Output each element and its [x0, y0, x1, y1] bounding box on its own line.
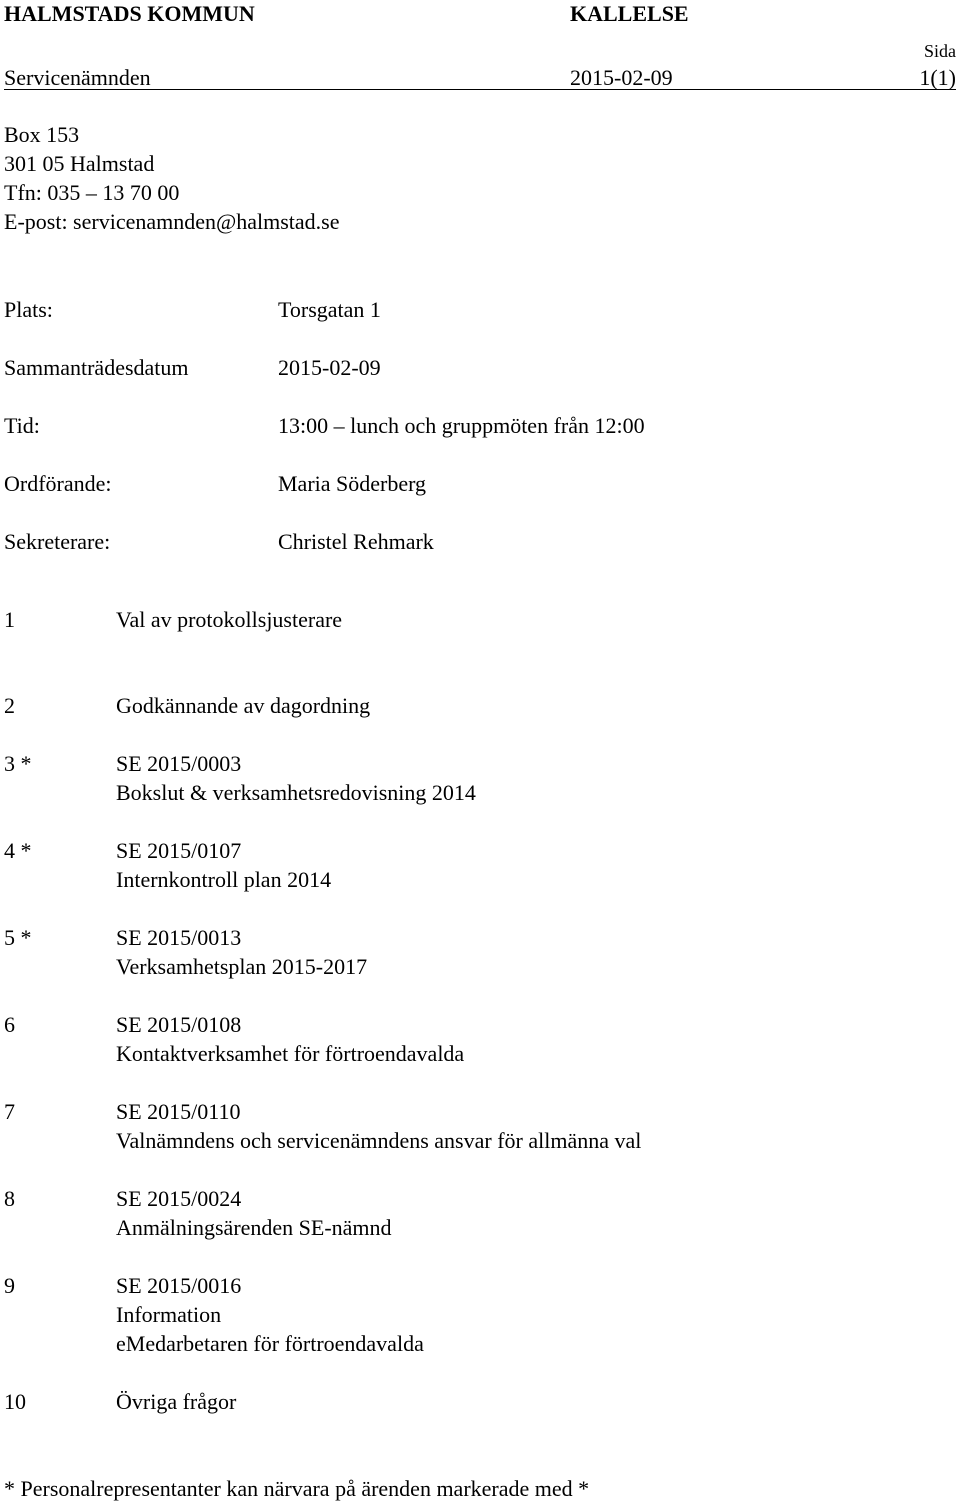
agenda-item-title: Kontaktverksamhet för förtroendavalda	[116, 1041, 465, 1066]
page-label: Sida	[923, 41, 956, 61]
agenda-item-number: 7	[4, 1099, 15, 1124]
agenda-item-number: 3 *	[4, 751, 32, 776]
agenda-item-number: 1	[4, 607, 15, 632]
agenda-item-number: 10	[4, 1389, 26, 1414]
meeting-value-secretary: Christel Rehmark	[278, 529, 434, 554]
agenda-item-case-id: SE 2015/0016	[116, 1273, 242, 1298]
address-block	[4, 122, 340, 238]
agenda-item-title: Övriga frågor	[116, 1389, 237, 1414]
agenda-item-title: Godkännande av dagordning	[116, 693, 371, 718]
agenda-item-number: 9	[4, 1273, 15, 1298]
address-email: E-post: servicenamnden@halmstad.se	[4, 209, 340, 234]
agenda-item-title: Information	[116, 1302, 222, 1327]
agenda-item-title: Valnämndens och servicenämndens ansvar för allmänna val	[116, 1128, 642, 1153]
agenda-item-case-id: SE 2015/0107	[116, 838, 242, 863]
agenda-item-number: 4 *	[4, 838, 32, 863]
agenda-item-case-id: SE 2015/0108	[116, 1012, 242, 1037]
meeting-value-date: 2015-02-09	[278, 355, 381, 380]
document-type: KALLELSE	[570, 1, 689, 26]
meeting-value-chair: Maria Söderberg	[278, 471, 427, 496]
agenda-item-case-id: SE 2015/0013	[116, 925, 242, 950]
agenda-item-title: Val av protokollsjusterare	[116, 607, 343, 632]
footnote: * Personalrepresentanter kan närvara på ärenden markerade med *	[4, 1476, 590, 1501]
agenda-item-case-id: SE 2015/0110	[116, 1099, 241, 1124]
meeting-label-time: Tid:	[4, 413, 40, 438]
meeting-label-chair: Ordförande:	[4, 471, 112, 496]
header-rule	[4, 89, 956, 90]
agenda-item-number: 8	[4, 1186, 15, 1211]
meeting-label-place: Plats:	[4, 297, 53, 322]
committee-name: Servicenämnden	[4, 65, 151, 90]
agenda-item-number: 6	[4, 1012, 15, 1037]
agenda-item-number: 2	[4, 693, 15, 718]
meeting-label-secretary: Sekreterare:	[4, 529, 111, 554]
agenda-item-subtitle: eMedarbetaren för förtroendavalda	[116, 1331, 424, 1356]
address-phone: Tfn: 035 – 13 70 00	[4, 180, 180, 205]
meeting-value-time: 13:00 – lunch och gruppmöten från 12:00	[278, 413, 645, 438]
agenda-item-title: Internkontroll plan 2014	[116, 867, 332, 892]
agenda-item-title: Anmälningsärenden SE-nämnd	[116, 1215, 392, 1240]
agenda-item-number: 5 *	[4, 925, 32, 950]
meeting-label-date: Sammanträdesdatum	[4, 355, 189, 380]
agenda-item-case-id: SE 2015/0024	[116, 1186, 242, 1211]
agenda-item-case-id: SE 2015/0003	[116, 751, 242, 776]
header-date: 2015-02-09	[570, 65, 673, 90]
agenda-item-title: Verksamhetsplan 2015-2017	[116, 954, 368, 979]
agenda-item-title: Bokslut & verksamhetsredovisning 2014	[116, 780, 476, 805]
address-city: 301 05 Halmstad	[4, 151, 155, 176]
page-number: 1(1)	[919, 65, 956, 90]
meeting-value-place: Torsgatan 1	[278, 297, 381, 322]
address-box: Box 153	[4, 122, 80, 147]
org-name: HALMSTADS KOMMUN	[4, 1, 255, 26]
